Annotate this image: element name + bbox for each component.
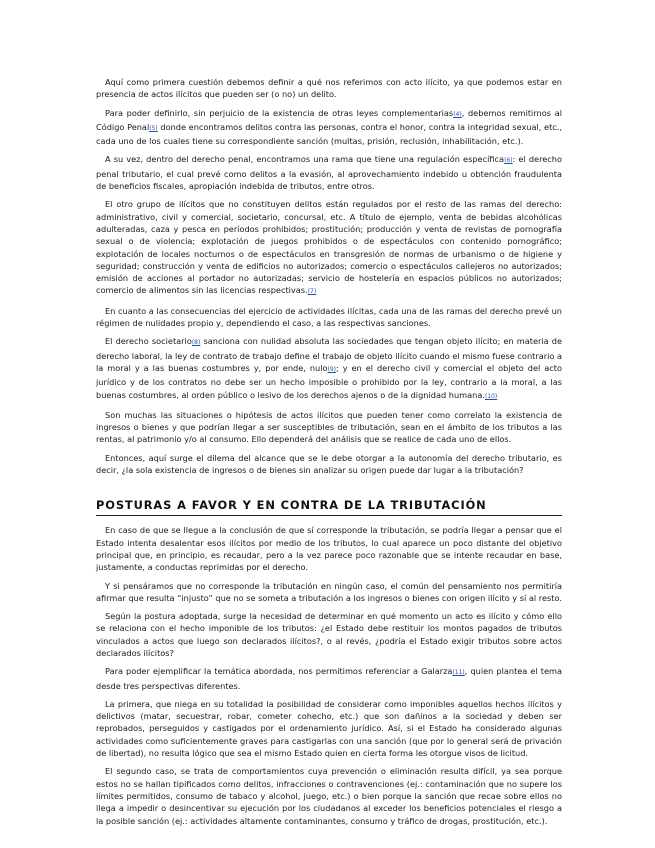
footnote-link-10[interactable]: (10) (484, 392, 498, 400)
paragraph-text: Son muchas las situaciones o hipótesis de actos ilícitos que pueden tener como correlato la existencia de ingresos o bienes y que podrían llegar a ser susceptibles de tributación, sean en el ámbito de los tributos a las rentas, al patrimonio y/o al consumo. Ello dependerá del análisis que se realice de cada uno de ellos. (96, 409, 562, 445)
footnote-link-5[interactable]: (5) (149, 124, 158, 132)
paragraph-text: Entonces, aquí surge el dilema del alcance que se le debe otorgar a la autonomía del derecho tributario, es decir, ¿la sola existencia de ingresos o de bienes sin analizar su origen puede dar lugar a la tributación? (96, 452, 562, 476)
paragraph-other-illicit (96, 198, 562, 298)
paragraph-definition (96, 107, 562, 148)
footnote-link-8[interactable]: (8) (191, 339, 201, 347)
paragraph-situations (96, 409, 562, 446)
paragraph-text: Para poder definirlo, sin perjuicio de la existencia de otras leyes complementarias (105, 107, 454, 118)
paragraph-intro (96, 76, 562, 101)
paragraph-text: La primera, que niega en su totalidad la posibilidad de considerar como imponibles aquellos hechos ilícitos y delictivos (matar, secuestrar, robar, cometer cohecho, etc.) que son dañinos a la sociedad y deben ser reprobados, perseguidos y castigados por el ordenamiento jurídico. Así, si el Estado ha considerado algunas actividades como suficientemente graves para castigarlas con una sanción (que por lo general será de privación de libertad), no resulta lógico que sea el mismo Estado quien en cierta forma les otorgue visos de licitud. (96, 698, 562, 759)
paragraph-text: En cuanto a las consecuencias del ejercicio de actividades ilícitas, cada una de las ramas del derecho prevé un régimen de nulidades propio y, dependiendo el caso, a las respectivas sanciones. (96, 305, 562, 329)
paragraph-pro-taxation (96, 524, 562, 573)
paragraph-text: El otro grupo de ilícitos que no constituyen delitos están regulados por el resto de las ramas del derecho: administrativo, civil y comercial, societario, concursal, etc. A título de ejemplo, venta de bebidas alcohólicas adulteradas, caza y pesca en períodos prohibidos; prostitución; producción y venta de revistas de pornografía sexual o de violencia; explotación de juegos prohibidos o de espectáculos con contenido pornográfico; explotación de locales nocturnos o de espectáculos en transgresión de normas de urbanismo o de higiene y seguridad; construcción y venta de edificios no autorizados; comercio o espectáculos callejeros no autorizados; emisión de acciones al portador no autorizadas; servicio de hostelería en espacios públicos no autorizados; comercio de alimentos sin las licencias respectivas. (96, 199, 562, 296)
paragraph-dilemma (96, 452, 562, 477)
paragraph-text: donde encontramos delitos contra las personas, contra el honor, contra la integridad sexual, etc., cada uno de los cuales tiene su correspondiente sanción (multas, prisión, reclusión, inhabilitación, etc.). (96, 121, 563, 147)
paragraph-text: sanciona con nulidad absoluta las sociedades que tengan objeto ilícito; en materia de derecho laboral, la ley de contrato de trabajo define el trabajo de objeto ilícito cuando el mismo fuese contrario a la moral y a las buenas costumbres y, por ende, nulo (96, 336, 562, 373)
paragraph-text: ; y en el derecho civil y comercial el objeto del acto jurídico y de los contratos no debe ser un hecho imposible o prohibido por la ley, contrario a la moral, a las buenas costumbres, al orden público o lesivo de los derechos ajenos o de la dignidad humana. (96, 362, 562, 400)
paragraph-text: Y si pensáramos que no corresponde la tributación en ningún caso, el común del pensamiento nos permitiría afirmar que resulta “injusto” que no se someta a tributación a los ingresos o bienes con origen ilícito y sí al resto. (96, 580, 562, 603)
footnote-link-6[interactable]: (6) (504, 157, 513, 165)
footnote-link-7[interactable]: (7) (307, 288, 317, 296)
paragraph-text: , debemos remitirnos al Código Penal (96, 107, 562, 132)
paragraph-timing (96, 610, 562, 659)
paragraph-galarza (96, 665, 562, 692)
paragraph-text: Según la postura adoptada, surge la necesidad de determinar en qué momento un acto es ilícito y cómo ello se relaciona con el hecho imponible de los tributos: ¿el Estado debe restituir los montos pagados de tributos vinculados a actos que luego son declarados ilícitos?, o al revés, ¿podría el Estado exigir tributos sobre actos declarados ilícitos? (96, 611, 562, 658)
footnote-link-4[interactable]: (4) (453, 110, 462, 118)
paragraph-tax-criminal-law (96, 153, 562, 192)
section-heading: POSTURAS A FAVOR Y EN CONTRA DE LA TRIBUTACIÓN (96, 498, 562, 516)
paragraph-text: : el derecho penal tributario, el cual prevé como delitos a la evasión, al aprovechamiento indebido u obtención fraudulenta de beneficios fiscales, apropiación indebida de tributos, entre otros. (96, 154, 562, 192)
paragraph-corporate-law (96, 335, 562, 402)
paragraph-text: El segundo caso, se trata de comportamientos cuya prevención o eliminación resulta difícil, ya sea porque estos no se hallan tipificados como delitos, infracciones o contravenciones (ej.: contaminación que no supere los límites permitidos, consumo de tabaco y alcohol, juego, etc.) o bien porque la sanción que recae sobre ellos no llega a impedir o desincentivar su ejecución por los ciudadanos al exceder los beneficios potenciales el riesgo a la posible sanción (ej.: actividades altamente contaminantes, consumo y tráfico de drogas, prostitución, etc.). (96, 766, 562, 826)
footnote-link-9[interactable]: (9) (327, 365, 336, 373)
paragraph-against-taxation (96, 580, 562, 605)
paragraph-second-perspective (96, 765, 562, 826)
paragraph-text: En caso de que se llegue a la conclusión de que sí corresponde la tributación, se podría llegar a pensar que el Estado intenta desalentar esos ilícitos por medio de los tributos, lo cual aparece un poco distante del objetivo principal que, en principio, es recaudar, pero a la vez parece poco razonable que se intente recaudar en base, justamente, a conductas reprimidas por el derecho. (96, 525, 562, 573)
paragraph-text: Para poder ejemplificar la temática abordada, nos permitimos referenciar a Galarza (105, 666, 453, 677)
paragraph-text: Aquí como primera cuestión debemos definir a qué nos referimos con acto ilícito, ya que podemos estar en presencia de actos ilícitos que pueden ser (o no) un delito. (96, 77, 562, 100)
footnote-link-11[interactable]: (11) (452, 669, 465, 677)
section-spacer (96, 516, 562, 524)
paragraph-consequences (96, 305, 562, 330)
paragraph-text: , quien plantea el tema desde tres perspectivas diferentes. (96, 666, 562, 691)
paragraph-text: El derecho societario (105, 336, 192, 347)
paragraph-text: A su vez, dentro del derecho penal, encontramos una rama que tiene una regulación específica (105, 154, 505, 165)
paragraph-first-perspective (96, 698, 562, 759)
